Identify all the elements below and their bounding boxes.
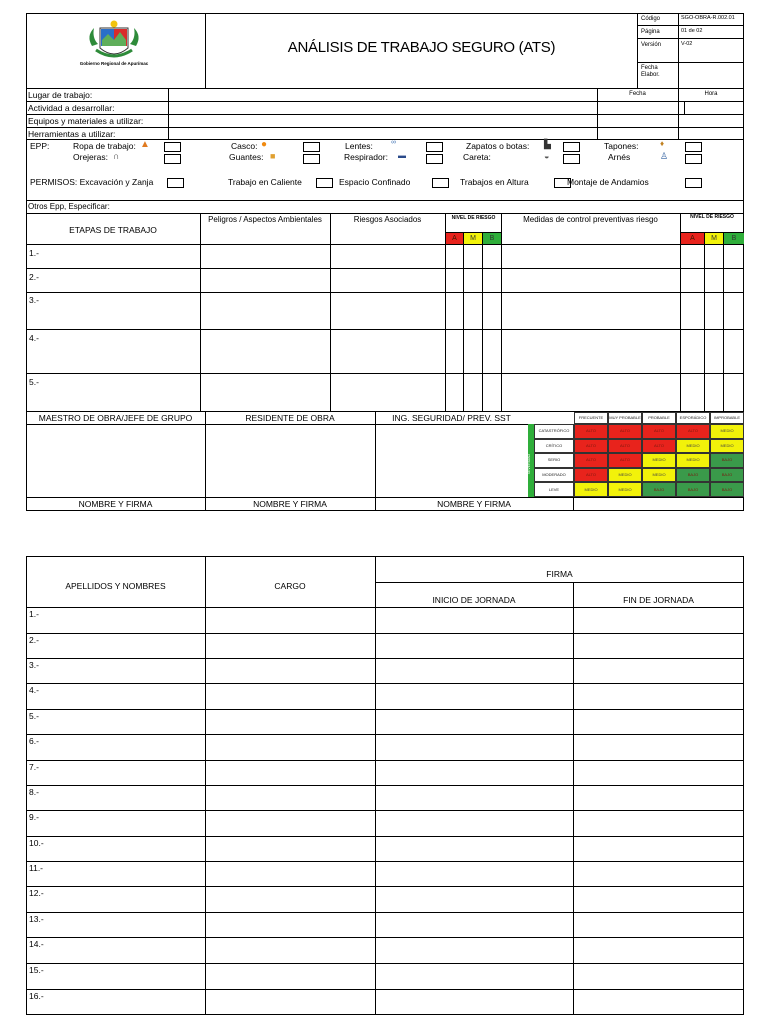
etapa-row-3: 3.- — [29, 295, 39, 305]
etapa-row-2: 2.- — [29, 272, 39, 282]
attendance-row-number: 3.- — [29, 660, 39, 670]
actividad-label: Actividad a desarrollar: — [28, 103, 115, 113]
attendance-row-line — [26, 989, 744, 990]
permisos-label: PERMISOS: Excavación y Zanja — [30, 177, 154, 187]
attendance-row-line — [26, 709, 744, 710]
matrix-cell: ALTO — [574, 453, 608, 468]
herramientas-label: Herramientas a utilizar: — [28, 129, 116, 139]
matrix-cell: BAJO — [710, 482, 744, 497]
matrix-cell: MEDIO — [642, 453, 676, 468]
firma-ing: NOMBRE Y FIRMA — [437, 499, 511, 509]
attendance-row-line — [26, 912, 744, 913]
guantes-checkbox[interactable] — [303, 154, 320, 164]
col-apellidos: APELLIDOS Y NOMBRES — [65, 581, 166, 591]
level2-a: A — [681, 233, 704, 244]
matrix-row-label: CRÍTICO — [534, 439, 574, 454]
attendance-row-number: 2.- — [29, 635, 39, 645]
caliente-label: Trabajo en Caliente — [228, 177, 302, 187]
matrix-cell: ALTO — [608, 439, 642, 454]
level2-b: B — [724, 233, 744, 244]
caliente-checkbox[interactable] — [316, 178, 333, 188]
arnes-checkbox[interactable] — [685, 154, 702, 164]
matrix-col-3: PROBABLE — [642, 412, 676, 424]
careta-label: Careta: — [463, 152, 491, 162]
matrix-cell: BAJO — [710, 453, 744, 468]
casco-label: Casco: — [231, 141, 258, 151]
col-nivel: NIVEL DE RIESGO — [451, 215, 496, 221]
work-table — [26, 213, 744, 412]
level2-m: M — [705, 233, 723, 244]
otros-label: Otros Epp, Especificar: — [28, 202, 110, 211]
attendance-row-number: 1.- — [29, 609, 39, 619]
andamios-label: Montaje de Andamios — [567, 177, 649, 187]
attendance-row-line — [26, 810, 744, 811]
pagina-value: 01 de 02 — [681, 28, 703, 34]
version-value: V-02 — [681, 41, 693, 47]
matrix-cell: ALTO — [574, 439, 608, 454]
matrix-cell: MEDIO — [608, 468, 642, 483]
attendance-row-line — [26, 633, 744, 634]
etapa-row-4: 4.- — [29, 333, 39, 343]
excavacion-checkbox[interactable] — [167, 178, 184, 188]
col-cargo: CARGO — [274, 581, 306, 591]
level-m: M — [464, 233, 482, 244]
matrix-row-label: LEVE — [534, 482, 574, 497]
fecha-label: Fecha — [629, 91, 646, 97]
matrix-row-label: MODERADO — [534, 468, 574, 483]
col-etapas: ETAPAS DE TRABAJO — [69, 225, 157, 235]
confinado-checkbox[interactable] — [432, 178, 449, 188]
attendance-row-line — [26, 683, 744, 684]
col-peligros: Peligros / Aspectos Ambientales — [208, 215, 322, 224]
attendance-row-number: 7.- — [29, 762, 39, 772]
attendance-row-number: 12.- — [29, 888, 44, 898]
earmuffs-icon: ∩ — [113, 151, 120, 161]
attendance-row-number: 6.- — [29, 736, 39, 746]
matrix-col-4: ESPORÁDICO — [676, 412, 710, 424]
lentes-label: Lentes: — [345, 141, 373, 151]
attendance-row-line — [26, 836, 744, 837]
respirador-checkbox[interactable] — [426, 154, 443, 164]
col-nivel2: NIVEL DE RIESGO — [690, 214, 734, 220]
matrix-cell: MEDIO — [642, 468, 676, 483]
orejeras-checkbox[interactable] — [164, 154, 181, 164]
attendance-row-number: 9.- — [29, 812, 39, 822]
respirador-label: Respirador: — [344, 152, 388, 162]
page-title: ANÁLISIS DE TRABAJO SEGURO (ATS) — [287, 39, 556, 56]
col-medidas: Medidas de control preventivas riesgo — [523, 215, 658, 224]
ropa-label: Ropa de trabajo: — [73, 141, 136, 151]
level-b: B — [483, 233, 501, 244]
col-inicio: INICIO DE JORNADA — [432, 595, 516, 605]
attendance-row-number: 5.- — [29, 711, 39, 721]
face-shield-icon: ◒ — [544, 151, 550, 161]
earplugs-icon: ♦ — [660, 139, 665, 148]
vest-icon: ▲ — [140, 139, 150, 150]
matrix-cell: MEDIO — [574, 482, 608, 497]
matrix-cell: MEDIO — [710, 439, 744, 454]
attendance-row-line — [26, 785, 744, 786]
tapones-label: Tapones: — [604, 141, 639, 151]
matrix-cell: ALTO — [642, 439, 676, 454]
attendance-row-line — [26, 734, 744, 735]
matrix-cell: MEDIO — [676, 439, 710, 454]
matrix-col-5: IMPROBABLE — [710, 412, 744, 424]
zapatos-label: Zapatos o botas: — [466, 141, 530, 151]
harness-icon: ♙ — [660, 151, 669, 161]
version-label: Versión — [641, 42, 662, 48]
zapatos-checkbox[interactable] — [563, 142, 580, 152]
arnes-label: Arnés — [608, 152, 631, 162]
matrix-row-label: SERIO — [534, 453, 574, 468]
matrix-cell: ALTO — [608, 453, 642, 468]
matrix-cell: ALTO — [608, 424, 642, 439]
altura-label: Trabajos en Altura — [460, 177, 529, 187]
attendance-row-number: 16.- — [29, 991, 44, 1001]
matrix-col-2: MUY PROBABLE — [608, 412, 642, 424]
maestro-label: MAESTRO DE OBRA/JEFE DE GRUPO — [38, 413, 193, 423]
andamios-checkbox[interactable] — [685, 178, 702, 188]
gloves-icon: ■ — [270, 151, 276, 161]
col-riesgos: Riesgos Asociados — [353, 215, 422, 224]
boots-icon: ▙ — [544, 139, 551, 149]
epp-label: EPP: — [30, 141, 50, 151]
matrix-cell: MEDIO — [608, 482, 642, 497]
attendance-row-line — [26, 937, 744, 938]
ing-label: ING. SEGURIDAD/ PREV. SST — [392, 413, 511, 423]
matrix-cell: ALTO — [676, 424, 710, 439]
firma-residente: NOMBRE Y FIRMA — [253, 499, 327, 509]
etapa-row-1: 1.- — [29, 248, 39, 258]
matrix-row-label: CATASTRÓFICO — [534, 424, 574, 439]
attendance-row-number: 15.- — [29, 965, 44, 975]
guantes-label: Guantes: — [229, 152, 264, 162]
attendance-row-line — [26, 886, 744, 887]
matrix-cell: BAJO — [710, 468, 744, 483]
col-firma: FIRMA — [546, 569, 573, 579]
tapones-checkbox[interactable] — [685, 142, 702, 152]
attendance-row-number: 8.- — [29, 787, 39, 797]
firma-maestro: NOMBRE Y FIRMA — [78, 499, 153, 509]
attendance-row-line — [26, 861, 744, 862]
matrix-cell: BAJO — [676, 482, 710, 497]
org-name: Gobierno Regional de Apurímac — [79, 61, 149, 66]
orejeras-label: Orejeras: — [73, 152, 108, 162]
lentes-checkbox[interactable] — [426, 142, 443, 152]
pagina-label: Página — [641, 29, 660, 35]
attendance-row-line — [26, 658, 744, 659]
attendance-row-number: 10.- — [29, 838, 44, 848]
risk-matrix — [528, 412, 744, 497]
careta-checkbox[interactable] — [563, 154, 580, 164]
matrix-cell: MEDIO — [710, 424, 744, 439]
matrix-col-1: FRECUENTE — [574, 412, 608, 424]
level-a: A — [446, 233, 463, 244]
attendance-row-number: 4.- — [29, 685, 39, 695]
attendance-row-line — [26, 607, 744, 608]
goggles-icon: ∞ — [391, 139, 396, 146]
matrix-cell: ALTO — [642, 424, 676, 439]
matrix-cell: BAJO — [676, 468, 710, 483]
casco-checkbox[interactable] — [303, 142, 320, 152]
attendance-row-line — [26, 760, 744, 761]
codigo-value: SGO-OBRA-R.002.01 — [681, 15, 735, 21]
residente-label: RESIDENTE DE OBRA — [245, 413, 335, 423]
matrix-cell: BAJO — [642, 482, 676, 497]
codigo-label: Código — [641, 16, 661, 22]
attendance-row-line — [26, 963, 744, 964]
attendance-row-number: 13.- — [29, 914, 44, 924]
fecha-elab-label: Fecha Elabor. — [641, 65, 660, 79]
attendance-row-number: 11.- — [29, 863, 44, 873]
matrix-cell: ALTO — [574, 424, 608, 439]
matrix-cell: ALTO — [574, 468, 608, 483]
confinado-label: Espacio Confinado — [339, 177, 411, 187]
lugar-label: Lugar de trabajo: — [28, 90, 93, 100]
hora-label: Hora — [704, 91, 718, 97]
col-fin: FIN DE JORNADA — [623, 595, 694, 605]
etapa-row-5: 5.- — [29, 377, 39, 387]
respirator-icon: ▬ — [398, 151, 406, 160]
attendance-row-number: 14.- — [29, 939, 44, 949]
helmet-icon: ● — [261, 139, 268, 150]
ropa-checkbox[interactable] — [164, 142, 181, 152]
matrix-cell: MEDIO — [676, 453, 710, 468]
matrix-side-label: SEVERIDAD — [527, 454, 531, 475]
equipos-label: Equipos y materiales a utilizar: — [28, 116, 144, 126]
